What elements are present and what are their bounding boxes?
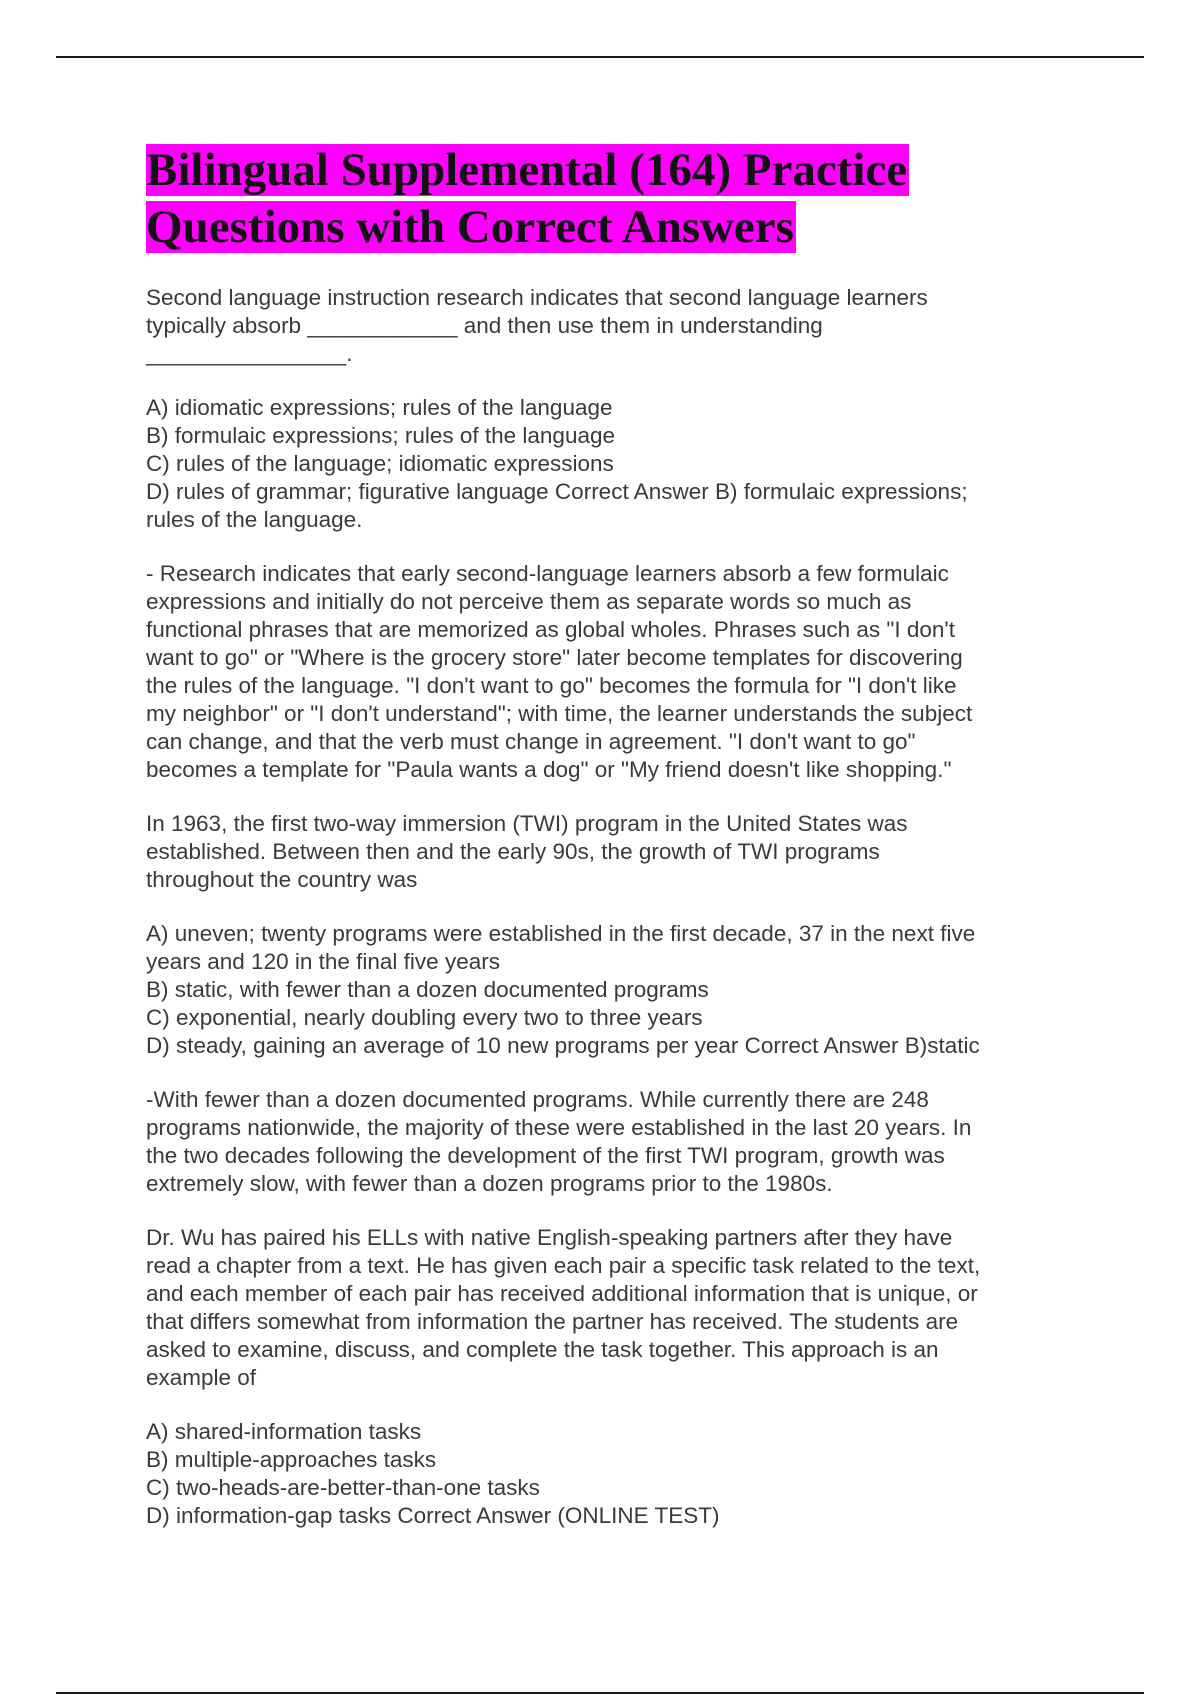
question-1-explanation [146, 560, 1066, 784]
top-rule [56, 56, 1144, 58]
explanation-line: programs nationwide, the majority of these were established in the last 20 years. In [146, 1115, 972, 1140]
question-3-line: asked to examine, discuss, and complete the task together. This approach is an [146, 1337, 939, 1362]
explanation-line: functional phrases that are memorized as global wholes. Phrases such as "I don't [146, 617, 955, 642]
option-d-with-answer: D) information-gap tasks Correct Answer (ONLINE TEST) [146, 1503, 720, 1528]
question-3-options [146, 1418, 1066, 1530]
explanation-line: - Research indicates that early second-language learners absorb a few formulaic [146, 561, 949, 586]
explanation-line: -With fewer than a dozen documented programs. While currently there are 248 [146, 1087, 929, 1112]
question-3-line: and each member of each pair has received additional information that is unique, or [146, 1281, 978, 1306]
option-c: C) exponential, nearly doubling every two to three years [146, 1005, 703, 1030]
option-d-with-answer: D) steady, gaining an average of 10 new programs per year Correct Answer B)static [146, 1033, 980, 1058]
explanation-line: can change, and that the verb must change in agreement. "I don't want to go" [146, 729, 916, 754]
document-body [146, 142, 1066, 1556]
question-3-line: Dr. Wu has paired his ELLs with native English-speaking partners after they have [146, 1225, 953, 1250]
question-1-line: typically absorb ____________ and then use them in understanding [146, 313, 823, 338]
option-a: A) shared-information tasks [146, 1419, 422, 1444]
title-line-1: Bilingual Supplemental (164) Practice [146, 144, 908, 196]
option-a: A) uneven; twenty programs were established in the first decade, 37 in the next five [146, 921, 976, 946]
title-line-2: Questions with Correct Answers [146, 201, 794, 253]
explanation-line: my neighbor" or "I don't understand"; with time, the learner understands the subject [146, 701, 973, 726]
document-title [146, 142, 1066, 256]
question-1-line: ________________. [146, 341, 353, 366]
option-c: C) two-heads-are-better-than-one tasks [146, 1475, 540, 1500]
explanation-line: becomes a template for "Paula wants a dog" or "My friend doesn't like shopping." [146, 757, 952, 782]
bottom-rule [56, 1692, 1144, 1694]
question-1-options [146, 394, 1066, 534]
explanation-line: want to go" or "Where is the grocery store" later become templates for discovering [146, 645, 963, 670]
explanation-line: extremely slow, with fewer than a dozen programs prior to the 1980s. [146, 1171, 833, 1196]
question-1-line: Second language instruction research indicates that second language learners [146, 285, 928, 310]
question-2-options [146, 920, 1066, 1060]
question-3 [146, 1224, 1066, 1392]
option-b: B) multiple-approaches tasks [146, 1447, 437, 1472]
option-a: A) idiomatic expressions; rules of the language [146, 395, 613, 420]
option-c: C) rules of the language; idiomatic expressions [146, 451, 614, 476]
explanation-line: the rules of the language. "I don't want to go" becomes the formula for "I don't like [146, 673, 957, 698]
question-3-line: read a chapter from a text. He has given each pair a specific task related to the text, [146, 1253, 981, 1278]
option-b: B) formulaic expressions; rules of the language [146, 423, 615, 448]
option-d-with-answer: D) rules of grammar; figurative language Correct Answer B) formulaic expressions; [146, 479, 968, 504]
question-3-line: example of [146, 1365, 257, 1390]
answer-continuation: rules of the language. [146, 507, 363, 532]
option-b: B) static, with fewer than a dozen documented programs [146, 977, 709, 1002]
question-2-line: In 1963, the first two-way immersion (TWI) program in the United States was [146, 811, 908, 836]
question-2-line: throughout the country was [146, 867, 418, 892]
question-2 [146, 810, 1066, 894]
explanation-line: the two decades following the development of the first TWI program, growth was [146, 1143, 945, 1168]
explanation-line: expressions and initially do not perceive them as separate words so much as [146, 589, 912, 614]
option-a-continuation: years and 120 in the final five years [146, 949, 500, 974]
question-2-line: established. Between then and the early 90s, the growth of TWI programs [146, 839, 880, 864]
question-2-explanation [146, 1086, 1066, 1198]
question-1 [146, 284, 1066, 368]
question-3-line: that differs somewhat from information the partner has received. The students are [146, 1309, 959, 1334]
